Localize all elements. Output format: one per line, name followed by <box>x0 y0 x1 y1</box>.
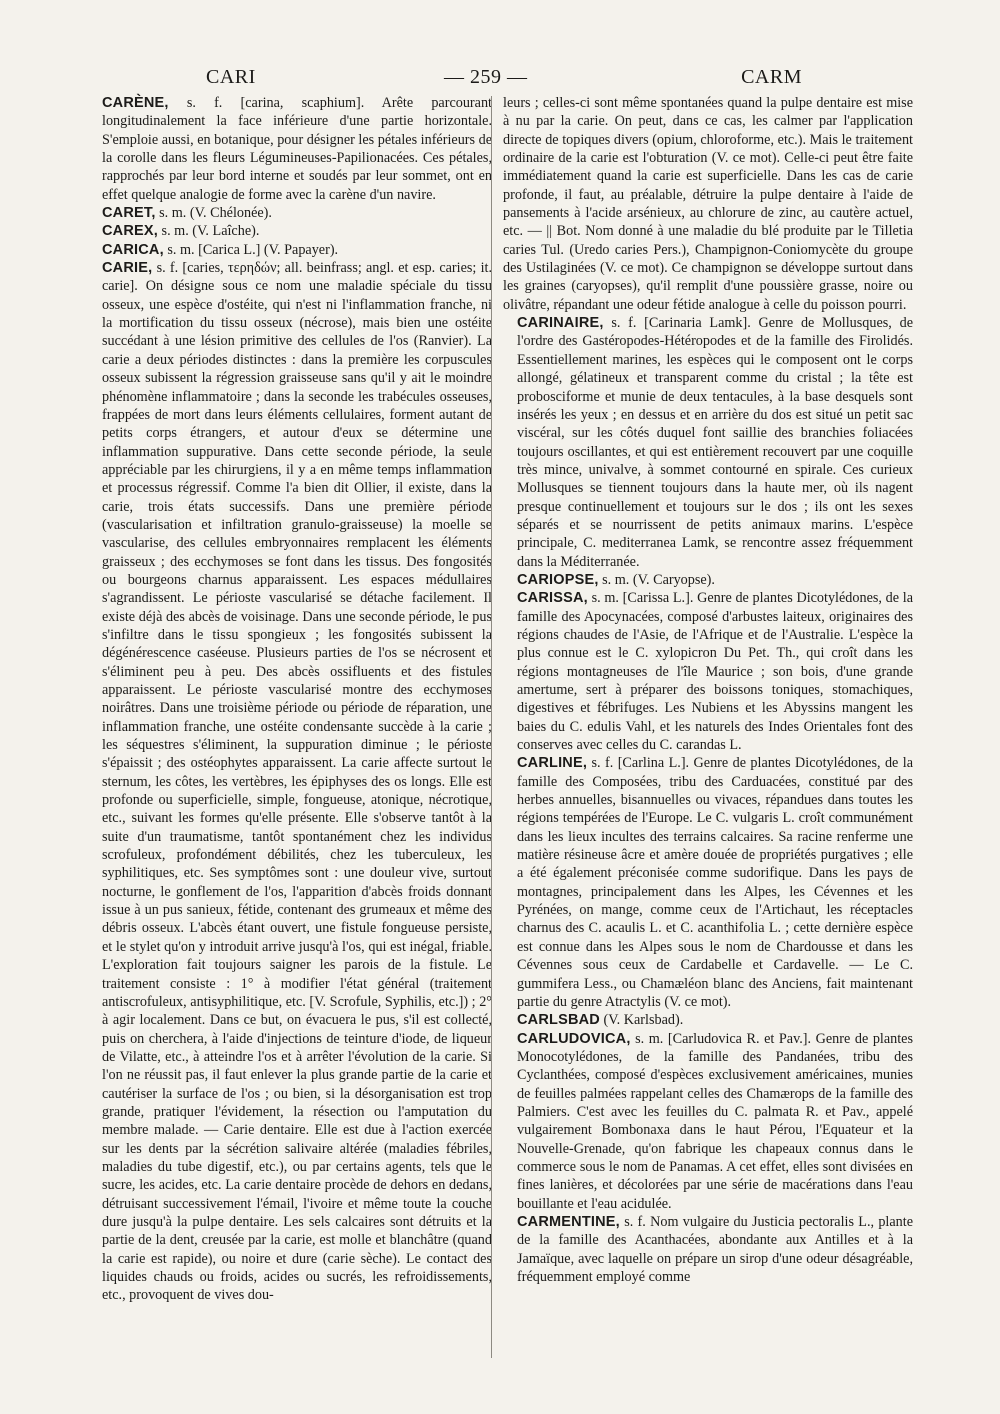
dictionary-entry <box>503 1011 913 1029</box>
dictionary-entry <box>88 204 492 222</box>
dictionary-entry <box>503 314 913 571</box>
running-head-left: CARI <box>206 66 256 88</box>
left-column <box>88 94 492 1305</box>
running-head-right: CARM <box>741 66 802 88</box>
entry-text: s. f. Nom vulgaire du Justicia pectoralis L., plante de la famille des Acanthacées, abondante aux Antilles et à la Jamaïque, avec laquelle on prépare un sirop d'une odeur désagréable, fréquemment employé comme <box>517 1213 913 1285</box>
entry-text: s. m. [Carica L.] (V. Papayer). <box>167 241 339 258</box>
entry-text: leurs ; celles-ci sont même spontanées quand la pulpe dentaire est mise à nu par la carie. On peut, dans ce cas, les calmer par l'application directe de topiques divers (opium, chloroforme, etc.). Mais le traitement ordinaire de la carie est l'obturation (V. ce mot). Celle-ci peut être faite immédiatement quand la carie est superficielle. Dans les cas de carie profonde, il faut, au préalable, détruire la pulpe dentaire à l'aide de pansements à l'acide arsénieux, au chlorure de zinc, au cautère actuel, etc. — || Bot. Nom donné à une maladie du blé produite par le Tilletia caries Tul. (Uredo caries Pers.), Champignon-Coniomycète du groupe des Ustilaginées (V. ce mot). Ce champignon se développe surtout dans les graines (caryopses), qu'il remplit d'une poussière grasse, noire ou olivâtre, répandant une odeur fétide analogue à celle du poisson pourri. <box>503 95 913 313</box>
entry-headword: CARLINE, <box>517 755 588 772</box>
entry-headword: CARISSA, <box>517 590 588 607</box>
entry-headword: CARICA, <box>102 241 164 258</box>
entry-text: (V. Karlsbad). <box>603 1012 684 1029</box>
entry-text: s. f. [caries, τερηδών; all. beinfrass; angl. et esp. caries; it. carie]. On désigne sous ce nom une maladie spéciale du tissu osseux, une espèce d'ostéite, qui n'est ni l'inflammation franche, ni la mortification du tissu osseux (nécrose), mais bien une ostéite succédant à une lésion primitive des cellules de l'os (Ranvier). La carie a deux périodes distinctes : dans la première les corpuscules osseux subissent la régression graisseuse sans qu'il y ait le moindre phénomène inflammatoire ; dans la seconde les trabécules osseuses, frappées de mort dans leurs éléments cellulaires, forment autant de petits corps étrangers, et autour d'eux se détermine une inflammation suppurative. Dans cette seconde période, la seule appréciable par les chirurgiens, il y a en même temps inflammation et processus régressif. Comme l'a bien dit Ollier, il existe, dans la carie, trois états successifs. Dans une première période (vascularisation et infiltration granulo-graisseuse) la moelle se vascularise, des cellules embryonnaires remplacent les éléments graisseux ; des ecchymoses se font dans les tissus. Des fongosités ou bourgeons charnus apparaissent. Les espaces médullaires s'agrandissent. Le périoste vascularisé se détache facilement. Il existe déjà des abcès de voisinage. Dans une seconde période, le pus s'infiltre dans le tissu spongieux ; les fongosités subissent la dégénérescence caséeuse. Plusieurs parties de l'os se nécrosent et s'éliminent peu à peu. Des abcès ossifluents et des fistules apparaissent. Le périoste vascularisé montre des ecchymoses noirâtres. Dans une troisième période ou période de réparation, une inflammation franche, une ostéite condensante succède à la carie ; les séquestres s'éliminent, la suppuration diminue ; le périoste s'épaissit ; des ostéophytes apparaissent. La carie affecte surtout le sternum, les côtes, les vertèbres, les épiphyses des os longs. Elle est profonde ou superficielle, simple, fongueuse, atonique, nécrotique, etc., suivant les formes qu'elle présente. Elle s'observe tantôt à la suite d'un traumatisme, tantôt spontanément chez les individus scrofuleux, profondément débilités, chez les tuberculeux, les syphilitiques, etc. Ses symptômes sont : une douleur vive, surtout nocturne, le gonflement de l'os, l'apparition d'abcès froids donnant issue à un pus sanieux, fétide, contenant des grumeaux et même des débris osseux. L'abcès étant ouvert, une fistule fongueuse persiste, et le stylet qu'on y introduit arrive jusqu'à l'os, qui est inégal, friable. L'exploration fait toujours saigner les parois de la fistule. Le traitement consiste : 1° à modifier l'état général (traitement antiscrofuleux, antisyphilitique, etc. [V. Scrofule, Syphilis, etc.]) ; 2° à agir localement. Dans ce but, on évacuera le pus, s'il est collecté, puis on cherchera, à l'aide d'injections de teinture d'iode, de liqueur de Vilatte, etc., à atteindre l'os et à arrêter l'évolution de la carie. Si l'on ne réussit pas, il faut enlever la plus grande partie de la carie et cautériser la surface de l'os ; ou bien, si la désorganisation est trop grande, pratiquer l'évidement, la résection ou l'amputation du membre malade. — Carie dentaire. Elle est due à l'action exercée sur les dents par la sécrétion salivaire altérée (maladies fébriles, maladies du tube digestif, etc.), ou par certains agents, tels que le sucre, les acides, etc. La carie dentaire procède de dehors en dedans, détruisant successivement l'émail, l'ivoire et même toute la couche dure jusqu'à la pulpe dentaire. Les sels calcaires sont détruits et la partie de la dent, creusée par la carie, est molle et blanchâtre (quand la carie est rapide), ou noire et dure (carie sèche). Le contact des liquides chauds ou froids, acides ou sucrés, les refroidissements, etc., provoquent de vives dou- <box>102 260 493 1304</box>
running-head <box>88 66 922 90</box>
entry-text: s. m. [Carissa L.]. Genre de plantes Dicotylédones, de la famille des Apocynacées, composé d'arbustes laiteux, originaires des régions chaudes de l'Asie, de l'Afrique et de l'Australie. L'espèce la plus connue est le C. xylopicron Du Pet. Th., qui croît dans les régions montagneuses de l'île Maurice ; son bois, d'une grande amertume, sert à préparer des boissons toniques, stomachiques, digestives et fébrifuges. Les Nubiens et les Abyssins mangent les baies du C. edulis Vahl, et les naturels des Indes Orientales font des conserves avec celles du C. carandas L. <box>517 590 913 754</box>
entry-text: s. f. [Carlina L.]. Genre de plantes Dicotylédones, de la famille des Composées, tribu des Carduacées, constitué par des herbes annuelles, bisannuelles ou vivaces, répandues dans toutes les régions tempérées de l'Europe. Le C. vulgaris L. croît communément dans les lieux incultes des terrains calcaires. Sa racine renferme une matière résineuse âcre et amère douée de propriétés purgatives ; elle a été également préconisée comme sudorifique. Dans les pays de montagnes, principalement dans les Alpes, les Cévennes et les Pyrénées, on mange, comme ceux de l'Artichaut, les réceptacles charnus des C. acaulis L. et C. acanthifolia L. ; cette dernière espèce est connue dans les Alpes sous le nom de Chardousse et dans les Cévennes sous ceux de Cardabelle et Cardavelle. — Le C. gummifera Less., ou Chamæléon blanc des Anciens, fait maintenant partie du genre Atractylis (V. ce mot). <box>517 755 914 1010</box>
entry-headword: CARIOPSE, <box>517 571 599 588</box>
dictionary-entry <box>503 1213 913 1286</box>
column-divider <box>491 96 492 1358</box>
dictionary-entry <box>503 571 913 589</box>
entry-headword: CARLSBAD <box>517 1012 600 1029</box>
entry-text: s. m. (V. Laîche). <box>161 223 260 240</box>
dictionary-entry <box>88 222 492 240</box>
entry-headword: CARÈNE, <box>102 95 169 111</box>
entry-headword: CARIE, <box>102 260 153 277</box>
entry-text: s. m. (V. Caryopse). <box>602 571 715 588</box>
entry-headword: CARLUDOVICA, <box>517 1030 631 1047</box>
entry-text: s. f. [Carinaria Lamk]. Genre de Mollusques, de l'ordre des Gastéropodes-Hétéropodes et de la famille des Firolidés. Essentiellement marines, les espèces qui le composent ont le corps allongé, gélatineux et transparent comme du cristal ; la tête est probosciforme et munie de deux tentacules, à la base desquels sont insérés les yeux ; en dessus et en arrière du dos est situé un petit sac viscéral, sur les côtés duquel font saillie des branchies foliacées toujours oscillantes, et qui est entièrement recouvert par une coquille très mince, univalve, à sommet contourné en spirale. Ces curieux Mollusques se tiennent toujours dans la haute mer, où ils nagent presque continuellement et toujours sur le dos ; ils ont les sexes séparés et se nourrissent de petits animaux marins. L'espèce principale, C. mediterranea Lamk, se rencontre assez fréquemment dans la Méditerranée. <box>517 315 913 570</box>
dictionary-entry <box>503 589 913 754</box>
dictionary-entry <box>88 241 492 259</box>
entry-headword: CARMENTINE, <box>517 1213 620 1230</box>
dictionary-entry <box>503 1030 913 1213</box>
entry-headword: CARET, <box>102 205 156 222</box>
dictionary-entry <box>503 754 913 1011</box>
entry-headword: CARINAIRE, <box>517 315 604 332</box>
entry-text: s. f. [carina, scaphium]. Arête parcourant longitudinalement la face inférieure d'une partie horizontale. S'emploie aussi, en botanique, pour désigner les pétales inférieurs de la corolle dans les fleurs Légumineuses-Papilionacées. Ces pétales, rapprochés par leur bord interne et soudés par leur sommet, ont en effet quelque analogie de forme avec la carène d'un navire. <box>102 95 492 203</box>
dictionary-entry <box>503 94 913 314</box>
entry-text: s. m. (V. Chélonée). <box>159 205 272 222</box>
entry-headword: CAREX, <box>102 223 158 240</box>
dictionary-entry <box>88 259 492 1305</box>
right-column <box>503 94 913 1286</box>
page-number: — 259 — <box>444 66 528 88</box>
entry-text: s. m. [Carludovica R. et Pav.]. Genre de plantes Monocotylédones, de la famille des Pandanées, tribu des Cyclanthées, composé d'espèces exclusivement américaines, munies de feuilles palmées rappelant celles des Chamærops de la famille des Palmiers. C'est avec les feuilles du C. palmata R. et Pav., appelé vulgairement Bombonaxa dans le haut Pérou, l'Equateur et la Nouvelle-Grenade, qu'on fabrique les chapeaux connus dans le commerce sous le nom de Panamas. A cet effet, elles sont divisées en fines lanières, et décolorées par une série de macérations dans l'eau bouillante et l'eau acidulée. <box>517 1030 914 1212</box>
dictionary-entry <box>88 94 492 204</box>
